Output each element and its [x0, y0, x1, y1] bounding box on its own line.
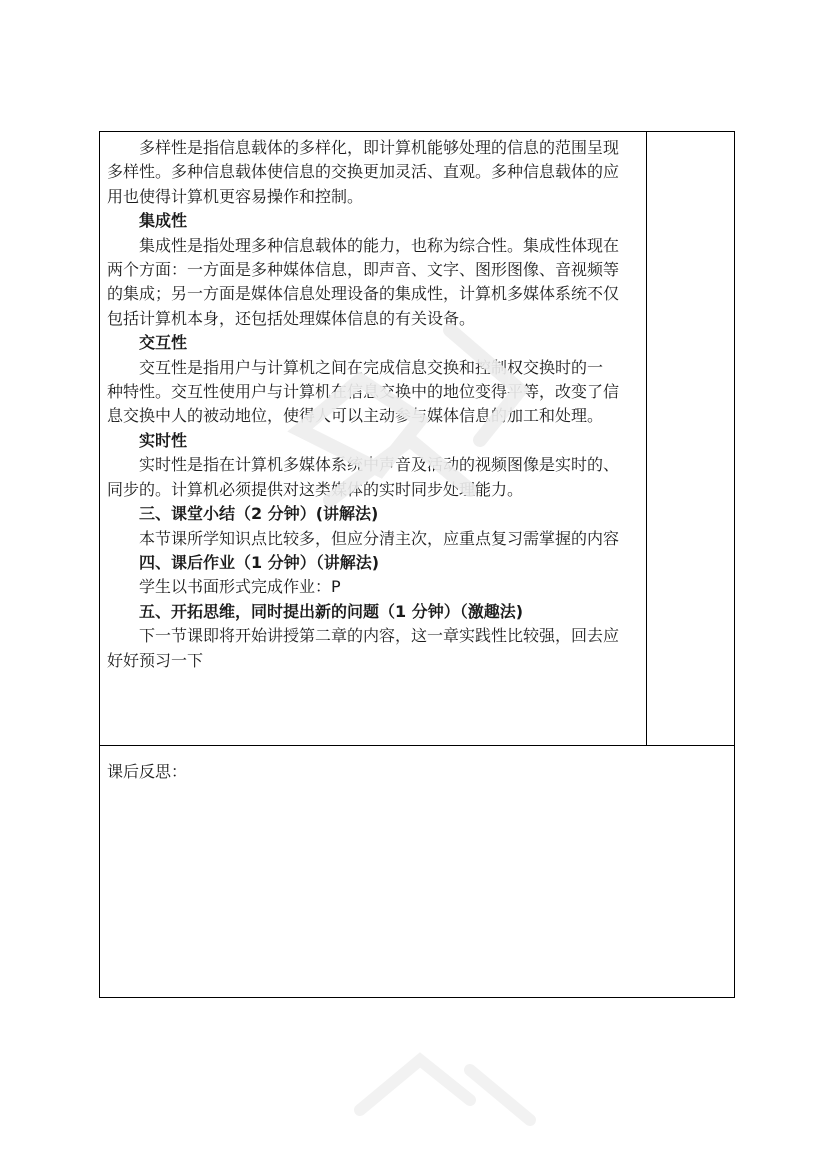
section-heading: 实时性 — [139, 430, 188, 450]
paragraph-line: 学生以书面形式完成作业：P — [139, 577, 341, 597]
paragraph-line: 实时性是指在计算机多媒体系统中声音及活动的视频图像是实时的、 — [139, 455, 620, 475]
paragraph-line: 好好预习一下 — [107, 650, 204, 670]
lesson-table — [99, 131, 735, 998]
reflection-cell — [100, 746, 734, 997]
paragraph-line: 种特性。交互性使用户与计算机在信息交换中的地位变得平等，改变了信 — [107, 382, 620, 402]
paragraph-line: 下一节课即将开始讲授第二章的内容，这一章实践性比较强，回去应 — [139, 626, 620, 646]
paragraph-line: 集成性是指处理多种信息载体的能力，也称为综合性。集成性体现在 — [139, 235, 620, 255]
paragraph-line: 本节课所学知识点比较多，但应分清主次，应重点复习需掌握的内容 — [139, 528, 620, 548]
paragraph-line: 的集成；另一方面是媒体信息处理设备的集成性，计算机多媒体系统不仅 — [107, 284, 620, 304]
paragraph-line: 多样性。多种信息载体使信息的交换更加灵活、直观。多种信息载体的应 — [107, 162, 620, 182]
paragraph-line: 包括计算机本身，还包括处理媒体信息的有关设备。 — [107, 308, 476, 328]
section-heading: 四、课后作业（1 分钟）（讲解法) — [139, 552, 380, 572]
reflection-label: 课后反思： — [107, 762, 188, 781]
paragraph-line: 两个方面：一方面是多种媒体信息，即声音、文字、图形图像、音视频等 — [107, 260, 620, 280]
paragraph-line: 同步的。计算机必须提供对这类媒体的实时同步处理能力。 — [107, 479, 524, 499]
paragraph-line: 交互性是指用户与计算机之间在完成信息交换和控制权交换时的一 — [139, 357, 604, 377]
section-heading: 集成性 — [139, 211, 188, 231]
section-heading: 三、课堂小结（2 分钟）(讲解法) — [139, 504, 379, 524]
paragraph-line: 多样性是指信息载体的多样化，即计算机能够处理的信息的范围呈现 — [139, 138, 620, 157]
section-heading: 五、开拓思维，同时提出新的问题（1 分钟）（激趣法) — [139, 601, 524, 621]
lesson-content-cell — [100, 132, 647, 746]
section-heading: 交互性 — [139, 333, 188, 353]
side-notes-cell — [647, 132, 734, 746]
paragraph-line: 息交换中人的被动地位，使得人可以主动参与媒体信息的加工和处理。 — [107, 406, 604, 426]
paragraph-line: 用也使得计算机更容易操作和控制。 — [107, 186, 364, 206]
